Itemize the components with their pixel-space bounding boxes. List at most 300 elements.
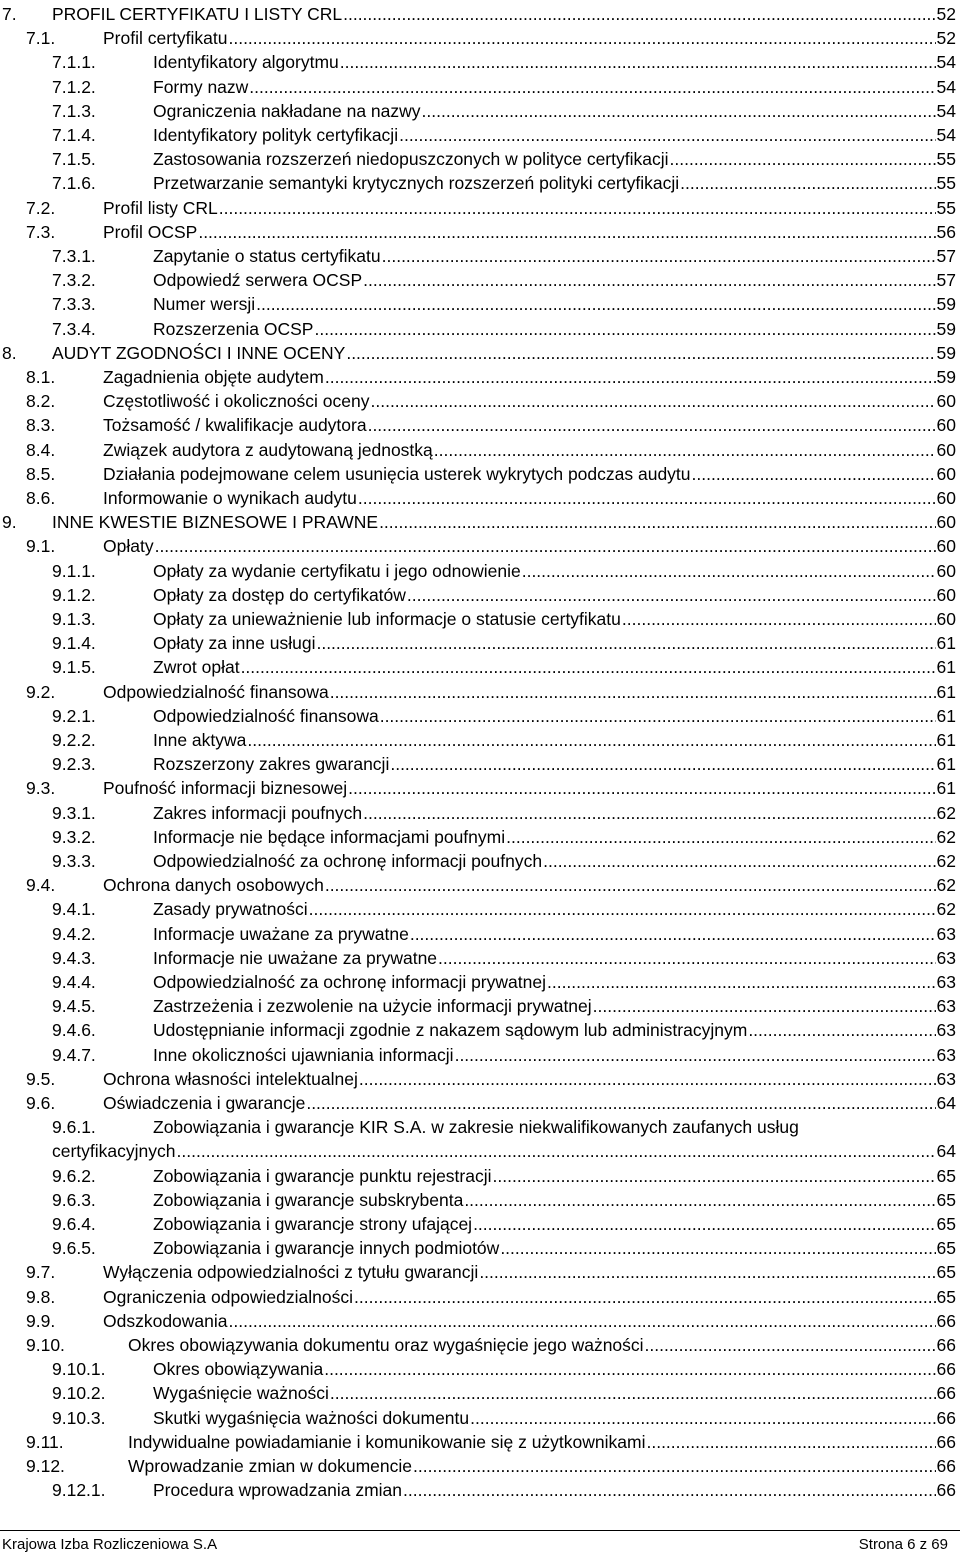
toc-leader-dots (407, 583, 936, 607)
toc-entry-page: 62 (936, 826, 956, 847)
toc-entry-title: Zastrzeżenia i zezwolenie na użycie informacji prywatnej (153, 996, 592, 1017)
toc-leader-dots (380, 704, 936, 728)
toc-entry-page: 54 (936, 100, 956, 121)
toc-leader-dots (306, 1091, 935, 1115)
toc-entry-title: Zakres informacji poufnych (153, 802, 363, 823)
footer-organization: Krajowa Izba Rozliczeniowa S.A (2, 1536, 218, 1553)
toc-entry[interactable] (0, 994, 960, 1018)
toc-entry-number: 7.3. (26, 221, 56, 242)
toc-entry[interactable] (0, 1091, 960, 1115)
footer-page-number: Strona 6 z 69 (858, 1536, 948, 1553)
toc-leader-dots (473, 1212, 935, 1236)
toc-entry-number: 9.6.3. (52, 1189, 96, 1210)
toc-entry-number: 9.1. (26, 536, 56, 557)
toc-entry-title: Zobowiązania i gwarancje punktu rejestracji (153, 1165, 492, 1186)
toc-entry[interactable] (0, 1478, 960, 1502)
toc-entry[interactable] (0, 123, 960, 147)
toc-entry-number: 9.4.6. (52, 1020, 96, 1041)
toc-entry[interactable] (0, 1115, 960, 1163)
toc-entry-page: 56 (936, 221, 956, 242)
toc-entry-number: 7.1.4. (52, 125, 96, 145)
toc-entry-number: 9.1.1. (52, 560, 96, 581)
toc-entry-page: 55 (936, 197, 956, 218)
toc-entry-title: Wyłączenia odpowiedzialności z tytułu gwarancji (103, 1262, 479, 1283)
toc-entry-title: Informowanie o wynikach audytu (103, 488, 357, 508)
toc-entry[interactable] (0, 559, 960, 583)
toc-leader-dots (670, 147, 936, 171)
toc-entry-page: 66 (936, 1480, 956, 1501)
toc-entry[interactable] (0, 583, 960, 607)
toc-leader-dots (438, 946, 935, 970)
toc-entry-title: Ograniczenia nakładane na nazwy (153, 100, 421, 121)
toc-entry-page: 59 (936, 342, 956, 363)
toc-entry-page: 60 (936, 463, 956, 484)
toc-leader-dots (229, 1309, 936, 1333)
toc-entry-title: Związek audytora z audytowaną jednostką (103, 439, 433, 460)
toc-entry[interactable] (0, 99, 960, 123)
toc-entry-number: 7.3.1. (52, 246, 96, 266)
toc-entry-title: Zobowiązania i gwarancje innych podmiotów (153, 1238, 500, 1259)
toc-entry[interactable] (0, 1164, 960, 1188)
toc-entry-title: Odpowiedź serwera OCSP (153, 270, 363, 291)
toc-leader-dots (368, 413, 936, 437)
toc-leader-dots (330, 1381, 936, 1405)
toc-entry-number: 9.5. (26, 1068, 56, 1089)
toc-entry[interactable] (0, 1454, 960, 1478)
toc-entry[interactable] (0, 510, 960, 534)
toc-leader-dots (228, 26, 935, 50)
toc-entry-page: 55 (936, 173, 956, 194)
toc-entry-title: Zapytanie o status certyfikatu (153, 246, 381, 266)
toc-entry[interactable] (0, 1381, 960, 1405)
toc-entry-page: 64 (936, 1141, 956, 1162)
toc-leader-dots (309, 897, 936, 921)
toc-entry-title: Zastosowania rozszerzeń niedopuszczonych w polityce certyfikacji (153, 149, 669, 170)
toc-entry-page: 66 (936, 1310, 956, 1331)
toc-entry-title: certyfikacyjnych (52, 1141, 176, 1162)
toc-entry[interactable] (0, 873, 960, 897)
toc-entry-number: 9.3.1. (52, 802, 96, 823)
toc-entry-number: 7.3.3. (52, 294, 96, 315)
toc-leader-dots (359, 1067, 936, 1091)
toc-entry[interactable] (0, 897, 960, 921)
toc-leader-dots (410, 922, 936, 946)
toc-entry-title: Inne aktywa (153, 730, 247, 750)
toc-leader-dots (390, 752, 935, 776)
toc-leader-dots (379, 510, 935, 534)
toc-entry-title: Zobowiązania i gwarancje strony ufającej (153, 1214, 473, 1234)
toc-leader-dots (399, 123, 935, 147)
toc-entry-number: 7.3.2. (52, 270, 96, 291)
toc-leader-dots (343, 2, 935, 26)
toc-entry-title: Zobowiązania i gwarancje subskrybenta (153, 1189, 464, 1210)
toc-leader-dots (593, 994, 936, 1018)
toc-entry-number: 9.12.1. (52, 1480, 106, 1501)
toc-entry-page: 54 (936, 76, 956, 97)
toc-entry-number: 7.1. (26, 28, 56, 49)
toc-entry-number: 9.6.4. (52, 1214, 96, 1234)
toc-entry[interactable] (0, 776, 960, 800)
toc-entry-title: Opłaty (103, 536, 154, 557)
toc-entry[interactable] (0, 655, 960, 679)
toc-leader-dots (748, 1018, 935, 1042)
toc-leader-dots (198, 220, 935, 244)
toc-entry[interactable] (0, 1018, 960, 1042)
toc-entry[interactable] (0, 462, 960, 486)
toc-leader-dots (324, 1357, 935, 1381)
toc-entry-page: 63 (936, 1068, 956, 1089)
toc-entry-page: 59 (936, 318, 956, 339)
toc-entry-title: Opłaty za unieważnienie lub informacje o statusie certyfikatu (153, 609, 621, 629)
toc-leader-dots (363, 801, 935, 825)
toc-entry-title: INNE KWESTIE BIZNESOWE I PRAWNE (52, 512, 379, 533)
toc-entry-page: 60 (936, 512, 956, 533)
toc-entry-page: 61 (936, 754, 956, 775)
toc-entry-page: 63 (936, 972, 956, 992)
toc-entry[interactable] (0, 50, 960, 74)
toc-entry-title: Wprowadzanie zmian w dokumencie (128, 1456, 413, 1476)
toc-entry[interactable] (0, 26, 960, 50)
toc-entry-number: 9.10.1. (52, 1359, 106, 1380)
toc-leader-dots (522, 559, 936, 583)
toc-entry-number: 8.6. (26, 488, 56, 508)
toc-entry-number: 7.1.2. (52, 76, 96, 97)
toc-entry-number: 8.5. (26, 463, 56, 484)
toc-entry-page: 59 (936, 367, 956, 387)
toc-leader-dots (464, 1188, 935, 1212)
toc-entry-page: 59 (936, 294, 956, 315)
toc-entry-page: 57 (936, 270, 956, 291)
toc-entry[interactable] (0, 704, 960, 728)
toc-entry[interactable] (0, 220, 960, 244)
toc-entry-title: Odpowiedzialność za ochronę informacji poufnych (153, 851, 543, 871)
toc-entry-title: Przetwarzanie semantyki krytycznych rozszerzeń polityki certyfikacji (153, 173, 680, 194)
toc-entry-title: Profil listy CRL (103, 197, 218, 218)
toc-entry-number: 9.12. (26, 1456, 65, 1476)
toc-leader-dots (371, 389, 936, 413)
toc-entry-page: 65 (936, 1165, 956, 1186)
toc-leader-dots (680, 171, 935, 195)
toc-entry-page: 60 (936, 439, 956, 460)
toc-entry-number: 9.3.2. (52, 826, 96, 847)
toc-entry-number: 9.6. (26, 1093, 56, 1113)
toc-entry[interactable] (0, 1260, 960, 1284)
toc-entry-number: 7. (2, 4, 17, 24)
toc-entry[interactable] (0, 1430, 960, 1454)
toc-entry-number: 8.2. (26, 391, 56, 412)
toc-entry-page: 63 (936, 947, 956, 968)
toc-entry-page: 66 (936, 1431, 956, 1452)
toc-entry[interactable] (0, 171, 960, 195)
toc-entry-title: Numer wersji (153, 294, 256, 315)
toc-entry-page: 60 (936, 536, 956, 557)
toc-entry-number: 7.2. (26, 197, 56, 218)
toc-entry-title: Informacje uważane za prywatne (153, 923, 409, 944)
toc-entry-number: 9. (2, 512, 17, 533)
toc-entry-title: Działania podejmowane celem usunięcia usterek wykrytych podczas audytu (103, 463, 691, 484)
toc-entry[interactable] (0, 2, 960, 26)
toc-leader-dots (316, 631, 935, 655)
toc-entry-page: 60 (936, 391, 956, 412)
toc-entry-title: PROFIL CERTYFIKATU I LISTY CRL (52, 4, 343, 24)
toc-leader-dots (403, 1478, 936, 1502)
toc-entry-title: Tożsamość / kwalifikacje audytora (103, 415, 367, 436)
toc-entry-title: Poufność informacji biznesowej (103, 778, 348, 799)
toc-entry-page: 60 (936, 609, 956, 629)
toc-entry[interactable] (0, 680, 960, 704)
footer-divider (0, 1530, 960, 1531)
toc-entry-title: Formy nazw (153, 76, 249, 97)
toc-entry-page: 65 (936, 1286, 956, 1307)
toc-entry-page: 66 (936, 1359, 956, 1380)
toc-leader-dots (314, 317, 935, 341)
toc-entry[interactable] (0, 1357, 960, 1381)
toc-entry-title: Identyfikatory algorytmu (153, 52, 339, 73)
toc-entry-number: 8.3. (26, 415, 56, 436)
toc-entry[interactable] (0, 970, 960, 994)
toc-leader-dots (241, 655, 936, 679)
toc-leader-dots (249, 75, 935, 99)
toc-leader-dots (422, 99, 936, 123)
toc-entry[interactable] (0, 1285, 960, 1309)
toc-entry-number: 7.1.6. (52, 173, 96, 194)
toc-entry[interactable] (0, 438, 960, 462)
toc-entry-number: 9.10.2. (52, 1383, 106, 1404)
toc-entry[interactable] (0, 631, 960, 655)
toc-entry-title: Zagadnienia objęte audytem (103, 367, 324, 387)
toc-entry-page: 62 (936, 802, 956, 823)
toc-entry-number: 9.3.3. (52, 851, 96, 871)
toc-entry[interactable] (0, 486, 960, 510)
toc-leader-dots (354, 1285, 936, 1309)
toc-entry[interactable] (0, 365, 960, 389)
toc-entry-number: 9.4. (26, 875, 56, 896)
toc-leader-dots (646, 1430, 935, 1454)
toc-leader-dots (500, 1236, 935, 1260)
toc-entry-page: 65 (936, 1262, 956, 1283)
toc-entry-page: 63 (936, 1020, 956, 1041)
toc-entry-title: Opłaty za wydanie certyfikatu i jego odnowienie (153, 560, 521, 581)
toc-entry-title: Rozszerzenia OCSP (153, 318, 314, 339)
toc-entry[interactable] (0, 147, 960, 171)
toc-leader-dots (479, 1260, 935, 1284)
toc-entry-page: 63 (936, 923, 956, 944)
toc-entry-page: 61 (936, 633, 956, 654)
toc-entry-title: Odpowiedzialność finansowa (153, 705, 379, 726)
toc-entry[interactable] (0, 292, 960, 316)
toc-entry-page: 61 (936, 778, 956, 799)
toc-entry[interactable] (0, 1067, 960, 1091)
toc-entry[interactable] (0, 268, 960, 292)
toc-leader-dots (547, 970, 936, 994)
toc-entry-number: 8. (2, 342, 17, 363)
toc-entry[interactable] (0, 341, 960, 365)
toc-entry-title: Okres obowiązywania (153, 1359, 324, 1380)
toc-leader-dots (219, 196, 936, 220)
toc-leader-dots (506, 825, 935, 849)
toc-leader-dots (434, 438, 936, 462)
toc-entry-number: 9.8. (26, 1286, 56, 1307)
toc-entry-page: 62 (936, 875, 956, 896)
toc-entry[interactable] (0, 534, 960, 558)
toc-entry-number: 9.3. (26, 778, 56, 799)
toc-entry-title: Rozszerzony zakres gwarancji (153, 754, 390, 775)
toc-entry-number: 9.10.3. (52, 1407, 106, 1428)
toc-leader-dots (330, 680, 936, 704)
toc-entry-page: 61 (936, 705, 956, 726)
toc-entry[interactable] (0, 1309, 960, 1333)
toc-entry[interactable] (0, 389, 960, 413)
toc-entry-page: 54 (936, 125, 956, 145)
toc-entry[interactable] (0, 922, 960, 946)
toc-leader-dots (177, 1139, 936, 1163)
toc-entry[interactable] (0, 196, 960, 220)
toc-entry-title: Ochrona danych osobowych (103, 875, 324, 896)
toc-entry-number: 9.4.3. (52, 947, 96, 968)
toc-entry-page: 61 (936, 730, 956, 750)
toc-entry-number: 9.6.2. (52, 1165, 96, 1186)
toc-entry[interactable] (0, 244, 960, 268)
toc-leader-dots (455, 1043, 936, 1067)
toc-leader-dots (543, 849, 935, 873)
toc-leader-dots (155, 534, 936, 558)
toc-entry[interactable] (0, 607, 960, 631)
toc-entry-number: 9.1.3. (52, 609, 96, 629)
toc-entry-page: 65 (936, 1189, 956, 1210)
toc-entry-number: 9.1.2. (52, 584, 96, 605)
toc-entry[interactable] (0, 728, 960, 752)
toc-leader-dots (340, 50, 936, 74)
toc-entry-title: Wygaśnięcie ważności (153, 1383, 329, 1404)
toc-entry-title: Odpowiedzialność za ochronę informacji prywatnej (153, 972, 546, 992)
toc-entry-number: 9.4.5. (52, 996, 96, 1017)
toc-entry-page: 55 (936, 149, 956, 170)
toc-leader-dots (382, 244, 936, 268)
toc-entry-title: Zasady prywatności (153, 899, 308, 920)
toc-entry-page: 60 (936, 488, 956, 508)
toc-entry-page: 63 (936, 1044, 956, 1065)
toc-entry-number: 9.10. (26, 1335, 65, 1355)
toc-leader-dots (348, 776, 935, 800)
toc-leader-dots (363, 268, 935, 292)
toc-entry[interactable] (0, 317, 960, 341)
toc-entry-title: Procedura wprowadzania zmian (153, 1480, 403, 1501)
toc-entry-page: 52 (936, 4, 956, 24)
toc-leader-dots (692, 462, 936, 486)
toc-entry[interactable] (0, 1043, 960, 1067)
toc-entry[interactable] (0, 1188, 960, 1212)
toc-entry[interactable] (0, 413, 960, 437)
toc-leader-dots (413, 1454, 936, 1478)
toc-entry-number: 9.6.5. (52, 1238, 96, 1259)
toc-leader-dots (645, 1333, 936, 1357)
toc-entry-title: Identyfikatory polityk certyfikacji (153, 125, 399, 145)
toc-entry-page: 61 (936, 657, 956, 678)
toc-leader-dots (470, 1406, 935, 1430)
toc-entry[interactable] (0, 825, 960, 849)
toc-entry[interactable] (0, 1406, 960, 1430)
toc-entry-page: 60 (936, 560, 956, 581)
toc-entry-number: 9.11. (26, 1431, 64, 1452)
toc-entry-title: Profil certyfikatu (103, 28, 228, 49)
toc-entry-number: 9.4.2. (52, 923, 96, 944)
toc-entry-title: Opłaty za inne usługi (153, 633, 316, 654)
toc-entry-number: 9.2. (26, 681, 56, 702)
toc-entry-title: Informacje nie będące informacjami poufnymi (153, 826, 506, 847)
toc-entry-page: 66 (936, 1335, 956, 1355)
toc-entry-title: AUDYT ZGODNOŚCI I INNE OCENY (52, 342, 346, 363)
toc-entry-number: 9.9. (26, 1310, 56, 1331)
toc-entry-number: 9.2.2. (52, 730, 96, 750)
toc-entry-number: 9.6.1. (52, 1117, 96, 1138)
toc-entry-title: Indywidualne powiadamianie i komunikowanie się z użytkownikami (128, 1431, 646, 1452)
toc-entry-number: 9.1.4. (52, 633, 96, 654)
toc-entry[interactable] (0, 1212, 960, 1236)
toc-leader-dots (256, 292, 935, 316)
toc-entry-title: Okres obowiązywania dokumentu oraz wygaśnięcie jego ważności (128, 1335, 644, 1355)
toc-entry-title: Ograniczenia odpowiedzialności (103, 1286, 354, 1307)
toc-entry-title: Informacje nie uważane za prywatne (153, 947, 438, 968)
toc-leader-dots (325, 365, 936, 389)
toc-entry-title: Inne okoliczności ujawniania informacji (153, 1044, 454, 1065)
toc-entry-title: Odszkodowania (103, 1310, 228, 1331)
toc-entry-title: Ochrona własności intelektualnej (103, 1068, 358, 1089)
toc-entry[interactable] (0, 1333, 960, 1357)
toc-entry-page: 63 (936, 996, 956, 1017)
toc-entry-page: 65 (936, 1238, 956, 1259)
toc-entry-number: 8.4. (26, 439, 56, 460)
toc-entry-page: 60 (936, 415, 956, 436)
toc-entry-page: 57 (936, 246, 956, 266)
toc-entry-title: Opłaty za dostęp do certyfikatów (153, 584, 406, 605)
toc-entry-number: 9.1.5. (52, 657, 96, 678)
toc-entry-number: 8.1. (26, 367, 56, 387)
toc-entry[interactable] (0, 75, 960, 99)
toc-entry-title: Oświadczenia i gwarancje (103, 1093, 306, 1113)
toc-entry-number: 9.2.1. (52, 705, 96, 726)
toc-entry-number: 7.1.3. (52, 100, 96, 121)
toc-entry[interactable] (0, 1236, 960, 1260)
toc-entry-title: Odpowiedzialność finansowa (103, 681, 329, 702)
toc-leader-dots (622, 607, 936, 631)
toc-entry-page: 62 (936, 899, 956, 920)
toc-entry-page: 66 (936, 1383, 956, 1404)
toc-entry-page: 66 (936, 1456, 956, 1476)
toc-entry-number: 7.1.5. (52, 149, 96, 170)
toc-entry[interactable] (0, 801, 960, 825)
toc-entry-number: 9.4.1. (52, 899, 96, 920)
toc-entry-number: 9.2.3. (52, 754, 96, 775)
toc-entry-page: 62 (936, 851, 956, 871)
toc-entry[interactable] (0, 946, 960, 970)
toc-entry-page: 52 (936, 28, 956, 49)
toc-entry-number: 9.4.7. (52, 1044, 96, 1065)
toc-entry-title: Profil OCSP (103, 221, 198, 242)
toc-entry-title: Częstotliwość i okoliczności oceny (103, 391, 370, 412)
toc-entry-page: 60 (936, 584, 956, 605)
toc-leader-dots (493, 1164, 936, 1188)
toc-entry-page: 64 (936, 1093, 956, 1113)
toc-entry-number: 9.7. (26, 1262, 56, 1283)
toc-entry-page: 65 (936, 1214, 956, 1234)
toc-entry-title: Udostępnianie informacji zgodnie z nakazem sądowym lub administracyjnym (153, 1020, 748, 1041)
toc-entry-number: 7.1.1. (52, 52, 96, 73)
toc-leader-dots (325, 873, 936, 897)
toc-entry-page: 66 (936, 1407, 956, 1428)
toc-entry[interactable] (0, 849, 960, 873)
toc-leader-dots (247, 728, 935, 752)
toc-entry[interactable] (0, 752, 960, 776)
